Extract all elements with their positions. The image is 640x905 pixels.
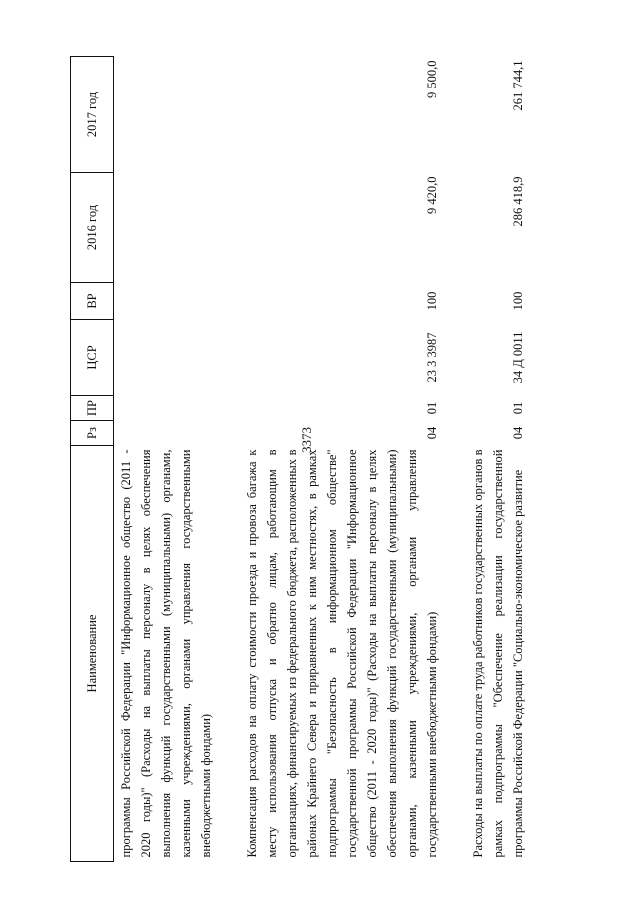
budget-table — [70, 56, 538, 862]
row-pr: 01 — [425, 401, 439, 415]
row-csr: 34 Д 0011 — [511, 331, 525, 384]
row-rz — [114, 421, 227, 446]
budget-table-container — [70, 57, 605, 862]
row-2017 — [114, 57, 227, 173]
header-csr: ЦСР — [71, 320, 114, 396]
table-header-row — [71, 57, 114, 862]
header-2017: 2017 год — [71, 57, 114, 173]
row-csr: 23 3 3987 — [425, 332, 439, 383]
header-2016: 2016 год — [71, 173, 114, 283]
row-rz: 04 — [511, 426, 525, 440]
table-row — [240, 57, 452, 862]
row-gap — [452, 57, 466, 862]
row-name: Расходы на выплаты по оплате труда работников государственных органов в рамках подпрограммы "Обеспечение реализации государственной программы Российской Федерации "Социально-экономическое развитие — [471, 449, 525, 858]
row-2016: 286 418,9 — [511, 176, 525, 227]
row-vr: 100 — [425, 291, 439, 311]
row-2017: 9 500,0 — [425, 60, 439, 98]
row-csr — [114, 320, 227, 396]
row-2016: 9 420,0 — [425, 176, 439, 214]
row-name: программы Российской Федерации "Информационное общество (2011 - 2020 годы)" (Расходы на выплаты персоналу в целях обеспечения выполнения функций государственными (муниципальными) органами, казенными учреждениями, органами управления государственными внебюджетными фондами) — [119, 449, 213, 858]
page-number: 3373 — [299, 427, 314, 453]
table-row — [114, 57, 227, 862]
table-row — [466, 57, 538, 862]
row-rz: 04 — [425, 426, 439, 440]
header-rz: Рз — [71, 421, 114, 446]
rotated-page — [70, 57, 605, 862]
row-vr — [114, 283, 227, 320]
row-2017: 261 744,1 — [511, 60, 525, 111]
row-2016 — [114, 173, 227, 283]
row-gap — [226, 57, 240, 862]
header-vr: ВР — [71, 283, 114, 320]
header-pr: ПР — [71, 396, 114, 421]
row-vr: 100 — [511, 291, 525, 311]
row-name: Компенсация расходов на оплату стоимости проезда и провоза багажа к месту использования отпуска и обратно лицам, работающим в организациях, финансируемых из федерального бюджета, расположенных в районах Крайнего Севера и приравненных к ним местностях, в рамках подпрограммы "Безопасность в информационном обществе" государственной программы Российской Федерации "Информационное общество (2011 - 2020 годы)" (Расходы на выплаты персоналу в целях обеспечения выполнения функций государственными (муниципальными) органами, казенными учреждениями, органами управления государственными внебюджетными фондами) — [245, 449, 439, 858]
header-name: Наименование — [71, 446, 114, 862]
row-pr — [114, 396, 227, 421]
row-pr: 01 — [511, 401, 525, 415]
